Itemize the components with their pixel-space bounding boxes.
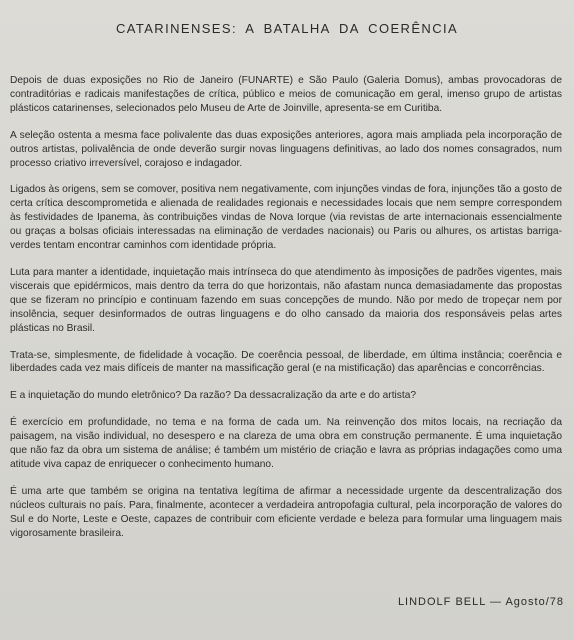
paragraph-5: Trata-se, simplesmente, de fidelidade à vocação. De coerência pessoal, de liberdade, em última instância; coerência e liberdades cada vez mais difíceis de manter na massificação geral (e na mistificação) das aparências e concorrências. [10, 349, 562, 375]
paragraph-6: E a inquietação do mundo eletrônico? Da razão? Da dessacralização da arte e do artista? [10, 390, 417, 402]
author-signature: LINDOLF BELL — Agosto/78 [397, 596, 564, 608]
paragraph-1: Depois de duas exposições no Rio de Janeiro (FUNARTE) e São Paulo (Galeria Domus), ambas provocadoras de contraditórias e radicais manifestações de crítica, público e meios de comunicação em geral, imenso grupo de artistas plásticos catarinenses, selecionados pelo Museu de Arte de Joinville, apresenta-se em Curitiba. [10, 75, 562, 114]
paragraph-8: É uma arte que também se origina na tentativa legítima de afirmar a necessidade urgente da descentralização dos núcleos culturais no país. Para, finalmente, acontecer a verdadeira antropofagia cultural, pela incorporação de valores do Sul e do Norte, Leste e Oeste, capazes de contribuir com eficiente verdade e beleza para formular uma linguagem mais vigorosamente brasileira. [10, 485, 562, 539]
document-body [10, 74, 562, 553]
document-title: CATARINENSES: A BATALHA DA COERÊNCIA [115, 21, 459, 36]
paragraph-7: É exercício em profundidade, no tema e na forma de cada um. Na reinvenção dos mitos locais, na recriação da paisagem, na visão individual, no desespero e na clareza de uma obra em construção permanente. É uma inquietação que não faz da obra um sistema de análise; é também um mistério de criação e lavra as próprias indagações como uma atitude viva capaz de enriquecer o conhecimento humano. [10, 417, 562, 470]
paragraph-3: Ligados às origens, sem se comover, positiva nem negativamente, com injunções vindas de fora, injunções tão a gosto de certa crítica descomprometida e alienada de realidades regionais e necessidades locais que nem sempre correspondem às festividades de Ipanema, às contribuições vindas de Nova Iorque (via revistas de arte internacionais essencialmente ou graças a bolsas oficiais interessadas na eliminação de verdades nacionais) ou Paris ou alhures, os artistas barriga-verdes tentam encontrar caminhos com identidade própria. [10, 184, 562, 252]
paragraph-2: A seleção ostenta a mesma face polivalente das duas exposições anteriores, agora mais ampliada pela incorporação de outros artistas, polivalência de onde deverão surgir novas linguagens definitivas, ao lado dos nomes consagrados, num processo criativo irreversível, corajoso e indagador. [10, 129, 562, 169]
paragraph-4: Luta para manter a identidade, inquietação mais intrínseca do que atendimento às imposições de padrões vigentes, mais viscerais que epidérmicos, mais dentro da terra do que horizontais, não afastam nunca demasiadamente das propostas que se fizeram no princípio e continuam fazendo em suas concepções de mundo. Não por medo de tropeçar nem por insolência, sequer desinformados de outras linguagens e do olho cansado da maioria dos responsáveis pelas artes plásticas no Brasil. [10, 266, 562, 334]
